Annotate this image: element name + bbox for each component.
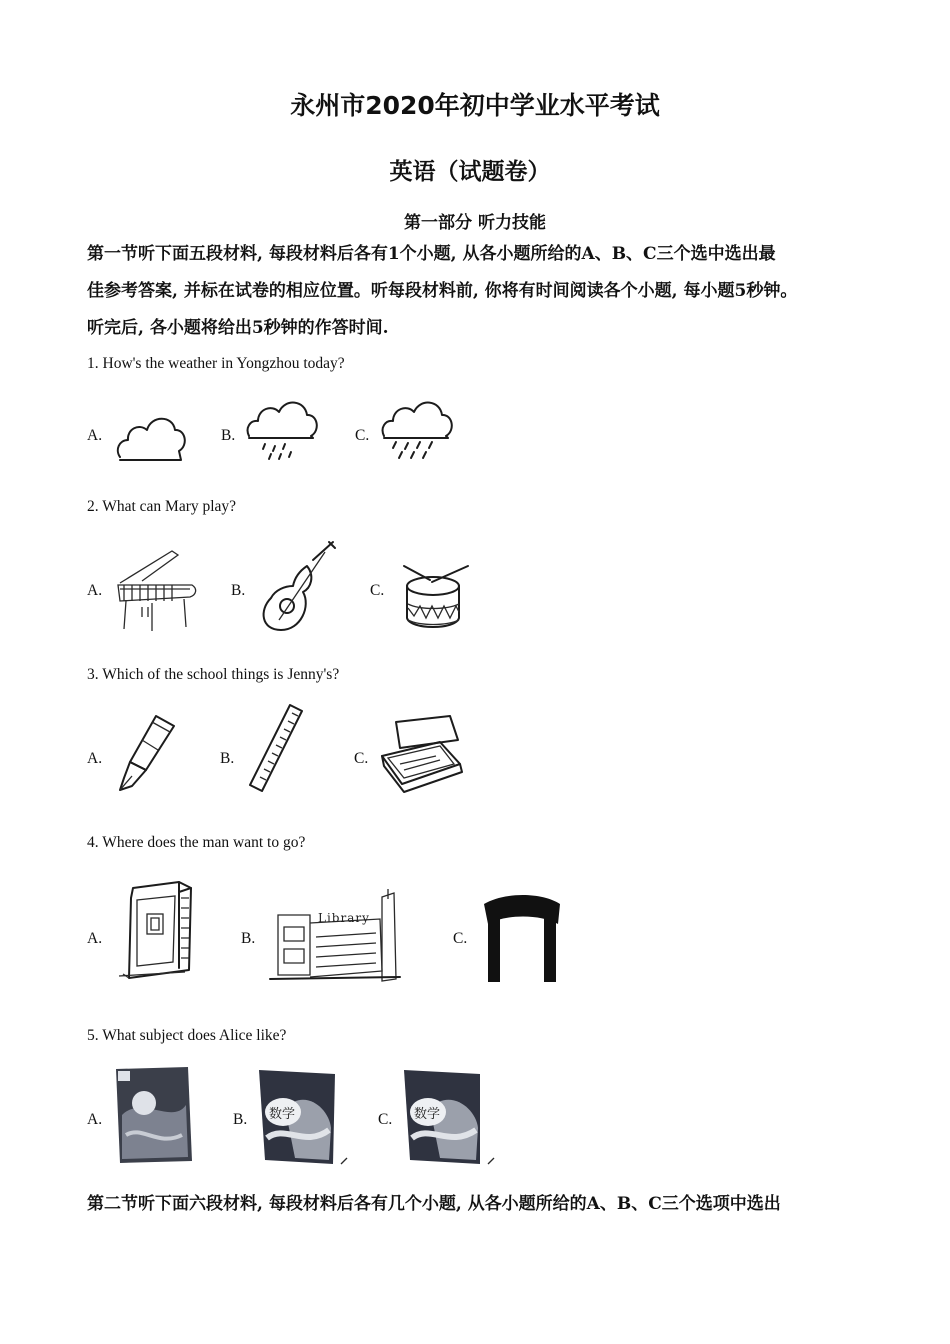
library-icon (270, 885, 405, 985)
pencil-box-icon (378, 712, 463, 792)
page-title: 永州市2020年初中学业水平考试 (290, 91, 660, 120)
question-2-text: 2. What can Mary play? (87, 498, 237, 515)
part-heading: 第一部分 听力技能 (404, 213, 546, 233)
question-3-option-c[interactable]: C. (354, 750, 369, 767)
ruler-icon (242, 703, 307, 793)
question-5-option-c[interactable]: C. (378, 1111, 393, 1128)
section-one-line-2: 佳参考答案, 并标在试卷的相应位置。听每段材料前, 你将有时间阅读各个小题, 每小题5秒钟。 (87, 281, 798, 301)
rain-light-icon (245, 398, 320, 463)
pen-icon (112, 710, 182, 795)
question-4-text: 4. Where does the man want to go? (87, 834, 306, 851)
question-4-option-a[interactable]: A. (87, 930, 103, 947)
rain-heavy-icon (380, 398, 455, 463)
question-2-option-b[interactable]: B. (231, 582, 246, 599)
question-1-text: 1. How's the weather in Yongzhou today? (87, 355, 345, 372)
book-label-b: 数学 (269, 1107, 296, 1122)
question-5-text: 5. What subject does Alice like? (87, 1027, 287, 1044)
question-4-option-c[interactable]: C. (453, 930, 468, 947)
phone-booth-icon (115, 878, 205, 983)
question-2-option-a[interactable]: A. (87, 582, 103, 599)
drum-icon (400, 562, 475, 634)
library-sign: Library (318, 911, 370, 925)
question-1-option-a[interactable]: A. (87, 427, 103, 444)
book-cover-icon (112, 1065, 197, 1165)
question-3-text: 3. Which of the school things is Jenny's? (87, 666, 340, 683)
math-book-icon-b (255, 1068, 350, 1170)
question-2-option-c[interactable]: C. (370, 582, 385, 599)
piano-icon (112, 545, 200, 635)
book-label-c: 数学 (414, 1107, 441, 1122)
gate-icon (478, 890, 568, 985)
section-two-line-1: 第二节听下面六段材料, 每段材料后各有几个小题, 从各小题所给的A、B、C三个选项中选出 (87, 1194, 781, 1214)
page-subtitle: 英语（试题卷） (389, 159, 551, 185)
question-3-option-b[interactable]: B. (220, 750, 235, 767)
guitar-icon (255, 540, 340, 635)
question-5-option-a[interactable]: A. (87, 1111, 103, 1128)
section-one-line-3: 听完后, 各小题将给出5秒钟的作答时间. (87, 318, 389, 338)
cloud-icon (115, 405, 190, 465)
question-4-option-b[interactable]: B. (241, 930, 256, 947)
question-5-option-b[interactable]: B. (233, 1111, 248, 1128)
math-book-icon-c (400, 1068, 500, 1170)
question-1-option-b[interactable]: B. (221, 427, 236, 444)
question-1-option-c[interactable]: C. (355, 427, 370, 444)
section-one-line-1: 第一节听下面五段材料, 每段材料后各有1个小题, 从各小题所给的A、B、C三个选中选出最 (87, 244, 776, 264)
question-3-option-a[interactable]: A. (87, 750, 103, 767)
